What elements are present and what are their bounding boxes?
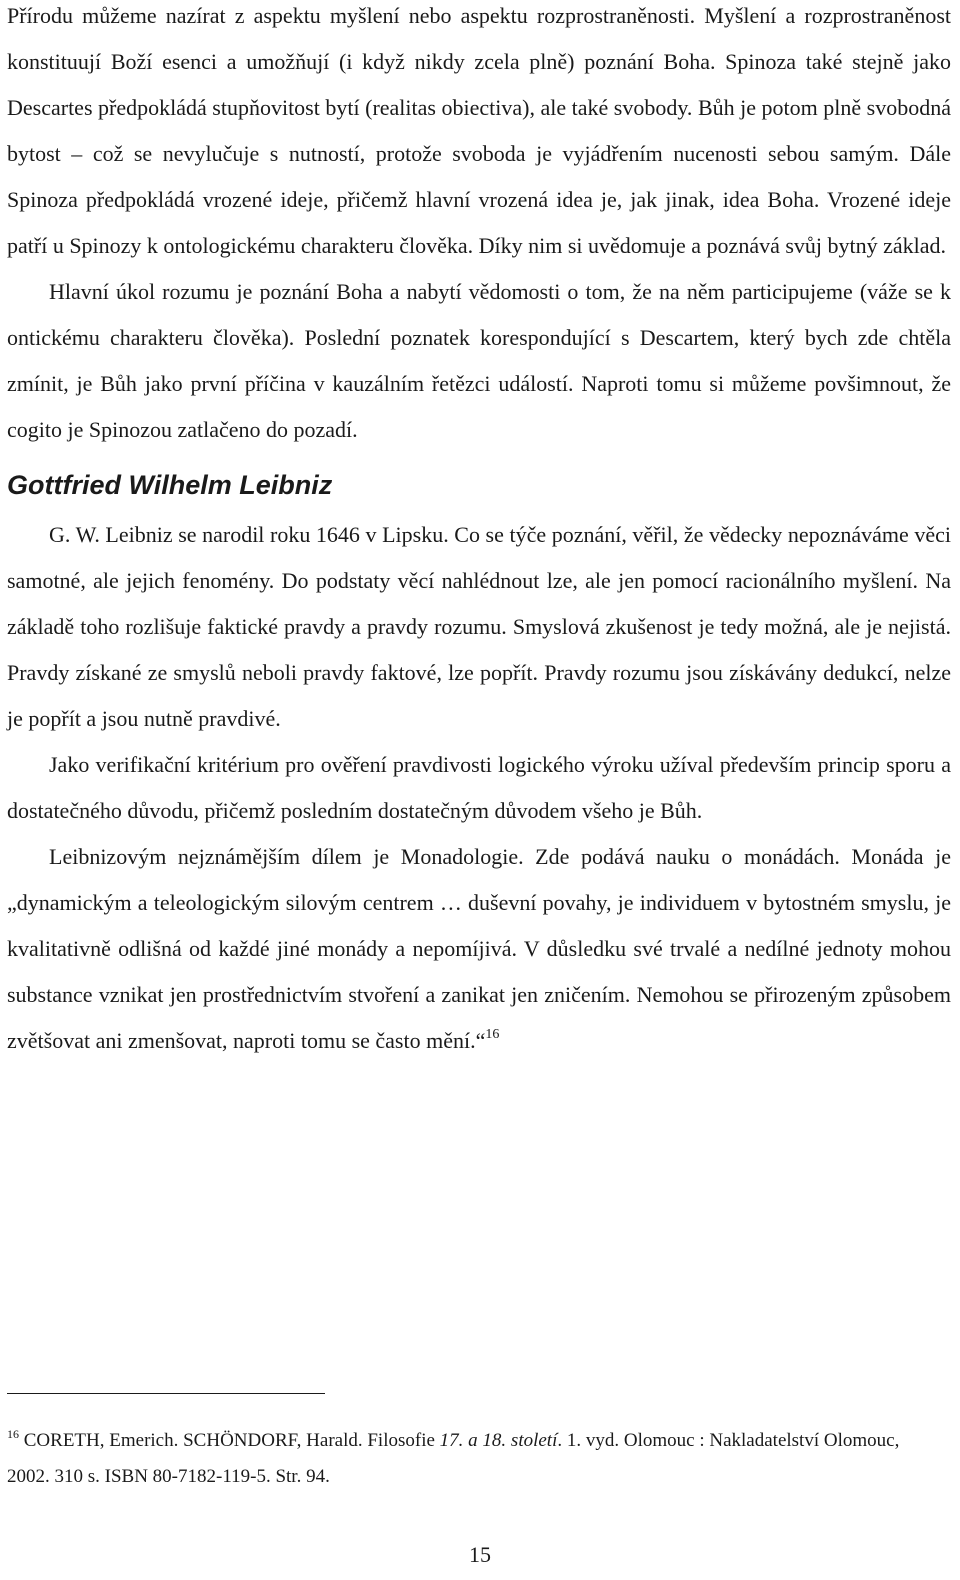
monadology-text: Leibnizovým nejznámějším dílem je Monadologie. Zde podává nauku o monádách. Monáda je „dynamickým a teleologickým silovým centrem … duševní povahy, je individuem v bytostném smyslu, je kvalitativně odlišná od každé jiné monády a nepomíjivá. V důsledku své trvalé a nedílné jednoty mohou substance vznikat jen prostřednictvím stvoření a zanikat jen zničením. Nemohou se přirozeným způsobem zvětšovat ani zmenšovat, naproti tomu se často mění.“ <box>7 844 951 1053</box>
footnote-separator <box>7 1393 325 1394</box>
footnote-number: 16 <box>7 1427 19 1441</box>
page-number: 15 <box>469 1542 491 1567</box>
paragraph-leibniz-verification: Jako verifikační kritérium pro ověření pravdivosti logického výroku užíval především princip sporu a dostatečného důvodu, přičemž posledním dostatečným důvodem všeho je Bůh. <box>7 752 951 823</box>
paragraph-leibniz-intro: G. W. Leibniz se narodil roku 1646 v Lipsku. Co se týče poznání, věřil, že vědecky nepoznáváme věci samotné, ale jejich fenomény. Do podstaty věcí nahlédnout lze, ale jen pomocí racionálního myšlení. Na základě toho rozlišuje faktické pravdy a pravdy rozumu. Smyslová zkušenost je tedy možná, ale je nejistá. Pravdy získané ze smyslů neboli pravdy faktové, lze popřít. Pravdy rozumu jsou získávány dedukcí, nelze je popřít a jsou nutně pravdivé. <box>7 522 951 731</box>
section-heading: Gottfried Wilhelm Leibniz <box>7 470 333 500</box>
paragraph-spinoza-reason: Hlavní úkol rozumu je poznání Boha a nabytí vědomosti o tom, že na něm participujeme (váže se k ontickému charakteru člověka). Poslední poznatek korespondující s Descartem, který bych zde chtěla zmínit, je Bůh jako první příčina v kauzálním řetězci událostí. Naproti tomu si můžeme povšimnout, že cogito je Spinozou zatlačeno do pozadí. <box>7 279 951 442</box>
paragraph-leibniz-monadology <box>7 834 951 1064</box>
footnote <box>7 1423 937 1495</box>
paragraph-spinoza-nature: Přírodu můžeme nazírat z aspektu myšlení nebo aspektu rozprostraněnosti. Myšlení a rozprostraněnost konstituují Boží esenci a umožňují (i když nikdy zcela plně) poznání Boha. Spinoza také stejně jako Descartes předpokládá stupňovitost bytí (realitas obiectiva), ale také svobody. Bůh je potom plně svobodná bytost – což se nevylučuje s nutností, protože svoboda je vyjádřením nucenosti sebou samým. Dále Spinoza předpokládá vrozené ideje, přičemž hlavní vrozená idea je, jak jinak, idea Boha. Vrozené ideje patří u Spinozy k ontologickému charakteru člověka. Díky nim si uvědomuje a poznává svůj bytný základ. <box>7 3 951 258</box>
footnote-reference[interactable]: 16 <box>485 1027 500 1042</box>
footnote-book-title: 17. a 18. století <box>439 1430 558 1451</box>
document-page <box>7 0 951 1064</box>
footnote-text-before: CORETH, Emerich. SCHÖNDORF, Harald. Filosofie <box>23 1430 440 1451</box>
footnote-text-after: . 1. vyd. Olomouc : Nakladatelství Olomouc, 2002. 310 s. ISBN 80-7182-119-5. Str. 94. <box>7 1430 900 1487</box>
